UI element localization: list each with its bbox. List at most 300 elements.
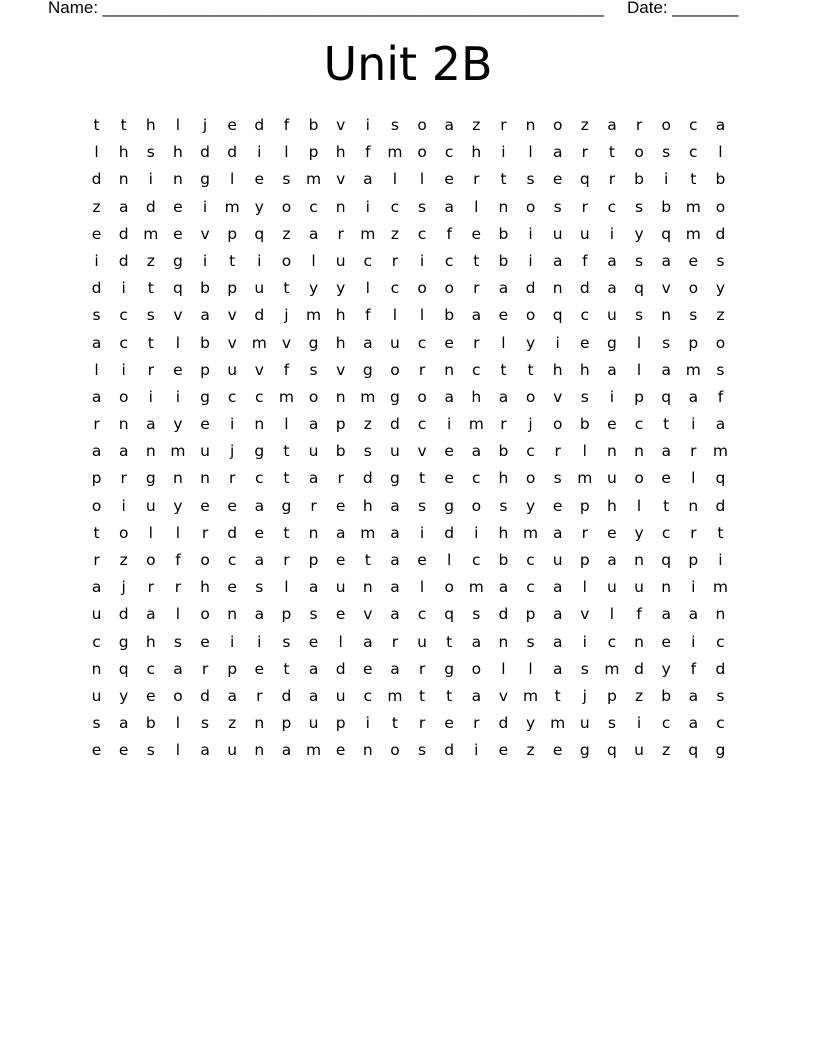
- grid-letter: s: [146, 741, 155, 760]
- grid-letter: r: [147, 578, 154, 597]
- grid-letter: z: [472, 116, 481, 134]
- grid-letter: e: [552, 170, 563, 189]
- grid-letter: i: [202, 251, 208, 270]
- grid-letter: h: [335, 333, 346, 352]
- grid-letter: s: [146, 143, 155, 162]
- grid-letter: u: [552, 551, 563, 569]
- grid-letter: c: [146, 659, 156, 678]
- grid-letter: s: [635, 251, 644, 270]
- grid-letter: l: [175, 741, 181, 760]
- grid-letter: l: [175, 116, 181, 134]
- grid-letter: n: [607, 442, 617, 461]
- grid-letter: q: [444, 605, 455, 624]
- grid-letter: p: [688, 333, 699, 352]
- grid-letter: m: [468, 415, 484, 434]
- grid-letter: h: [607, 496, 617, 515]
- grid-letter: u: [634, 741, 644, 760]
- grid-letter: s: [526, 170, 535, 189]
- grid-letter: d: [498, 714, 509, 733]
- grid-letter: h: [335, 306, 346, 325]
- grid-letter: n: [688, 496, 699, 515]
- grid-letter: s: [553, 197, 562, 216]
- grid-letter: a: [661, 605, 671, 624]
- grid-letter: v: [281, 333, 292, 352]
- grid-letter: o: [417, 279, 427, 298]
- grid-row: [83, 739, 734, 766]
- grid-letter: q: [688, 741, 699, 760]
- grid-letter: c: [92, 632, 101, 651]
- grid-letter: q: [118, 659, 129, 678]
- grid-letter: n: [444, 360, 455, 379]
- grid-letter: z: [92, 197, 101, 216]
- grid-letter: q: [661, 551, 672, 569]
- grid-letter: p: [525, 605, 536, 624]
- grid-row: [83, 685, 734, 712]
- grid-row: [83, 522, 734, 549]
- grid-letter: t: [283, 279, 290, 298]
- grid-letter: u: [227, 741, 238, 760]
- grid-letter: a: [335, 523, 346, 542]
- grid-row: [83, 304, 734, 331]
- grid-letter: v: [661, 279, 671, 298]
- grid-letter: d: [498, 605, 509, 624]
- grid-letter: u: [308, 714, 319, 733]
- grid-letter: p: [227, 659, 238, 678]
- grid-letter: r: [256, 686, 263, 705]
- grid-letter: m: [306, 306, 322, 325]
- grid-letter: h: [498, 523, 509, 542]
- grid-letter: o: [525, 306, 536, 325]
- grid-letter: m: [360, 387, 376, 406]
- grid-letter: n: [498, 632, 509, 651]
- grid-letter: i: [257, 251, 262, 270]
- grid-letter: a: [552, 523, 563, 542]
- grid-letter: o: [118, 523, 129, 542]
- grid-letter: p: [308, 551, 319, 569]
- grid-letter: a: [118, 442, 129, 461]
- grid-letter: s: [662, 333, 671, 352]
- grid-letter: l: [284, 415, 289, 434]
- grid-letter: z: [526, 741, 535, 760]
- grid-letter: h: [498, 469, 509, 488]
- grid-letter: n: [118, 170, 129, 189]
- grid-letter: a: [552, 632, 563, 651]
- grid-letter: i: [175, 387, 181, 406]
- grid-letter: l: [284, 578, 289, 597]
- grid-row: [83, 712, 734, 739]
- grid-letter: d: [715, 224, 726, 243]
- grid-letter: a: [471, 306, 482, 325]
- grid-letter: y: [525, 333, 536, 352]
- grid-row: [83, 440, 734, 467]
- grid-letter: a: [118, 714, 129, 733]
- grid-letter: r: [554, 442, 561, 461]
- grid-letter: o: [146, 551, 156, 569]
- grid-letter: c: [472, 360, 481, 379]
- grid-letter: t: [229, 251, 236, 270]
- grid-letter: a: [254, 551, 265, 569]
- grid-letter: e: [200, 415, 210, 434]
- grid-letter: s: [716, 251, 725, 270]
- grid-letter: l: [175, 605, 181, 624]
- name-field: Name: _____________________________________________________: [48, 0, 604, 17]
- grid-letter: l: [230, 170, 235, 189]
- grid-letter: q: [715, 469, 726, 488]
- grid-letter: d: [444, 523, 455, 542]
- grid-letter: l: [474, 197, 479, 216]
- grid-row: [83, 141, 734, 168]
- grid-letter: c: [363, 251, 373, 270]
- grid-letter: v: [227, 333, 237, 352]
- grid-row: [83, 603, 734, 630]
- grid-letter: i: [257, 143, 262, 162]
- grid-letter: b: [498, 442, 509, 461]
- grid-letter: y: [525, 496, 536, 515]
- grid-letter: v: [417, 442, 427, 461]
- grid-letter: e: [254, 659, 265, 678]
- grid-letter: e: [118, 741, 129, 760]
- grid-letter: m: [523, 686, 539, 705]
- grid-letter: a: [607, 251, 617, 270]
- grid-letter: a: [308, 659, 319, 678]
- grid-letter: o: [471, 496, 482, 515]
- grid-letter: e: [661, 469, 671, 488]
- grid-letter: o: [390, 360, 400, 379]
- grid-letter: j: [528, 415, 533, 434]
- grid-letter: y: [661, 659, 671, 678]
- grid-letter: d: [281, 686, 292, 705]
- grid-letter: a: [173, 659, 183, 678]
- grid-letter: a: [390, 659, 400, 678]
- grid-letter: e: [444, 714, 454, 733]
- grid-letter: r: [473, 333, 480, 352]
- grid-letter: e: [498, 741, 509, 760]
- grid-letter: s: [201, 714, 210, 733]
- grid-letter: s: [716, 360, 725, 379]
- grid-letter: q: [552, 306, 563, 325]
- grid-letter: l: [718, 143, 723, 162]
- grid-letter: e: [661, 632, 671, 651]
- grid-letter: g: [390, 469, 400, 488]
- grid-letter: b: [200, 279, 210, 298]
- grid-letter: y: [634, 224, 644, 243]
- grid-letter: u: [335, 578, 346, 597]
- grid-letter: a: [390, 496, 400, 515]
- grid-letter: a: [227, 686, 237, 705]
- grid-letter: s: [635, 306, 644, 325]
- grid-letter: i: [555, 333, 560, 352]
- grid-letter: o: [417, 116, 427, 134]
- grid-letter: l: [501, 659, 506, 678]
- grid-letter: s: [390, 116, 399, 134]
- grid-letter: t: [147, 279, 154, 298]
- grid-letter: y: [525, 714, 536, 733]
- grid-letter: d: [145, 197, 156, 216]
- grid-letter: s: [309, 605, 318, 624]
- grid-letter: n: [335, 387, 346, 406]
- grid-letter: e: [363, 659, 373, 678]
- grid-letter: n: [227, 605, 238, 624]
- grid-letter: r: [581, 523, 588, 542]
- grid-letter: o: [444, 578, 454, 597]
- grid-letter: y: [336, 279, 346, 298]
- grid-letter: i: [501, 143, 506, 162]
- grid-letter: h: [173, 143, 183, 162]
- grid-letter: b: [444, 306, 455, 325]
- grid-letter: f: [175, 551, 181, 569]
- grid-letter: r: [147, 360, 154, 379]
- grid-letter: l: [94, 143, 99, 162]
- grid-letter: d: [200, 686, 210, 705]
- grid-letter: u: [254, 279, 265, 298]
- grid-letter: a: [607, 279, 617, 298]
- grid-letter: b: [335, 442, 346, 461]
- grid-letter: n: [661, 306, 672, 325]
- grid-letter: i: [257, 632, 262, 651]
- grid-row: [83, 196, 734, 223]
- grid-letter: b: [634, 170, 644, 189]
- grid-letter: t: [608, 143, 615, 162]
- grid-letter: g: [118, 632, 129, 651]
- grid-letter: a: [91, 387, 102, 406]
- grid-letter: r: [690, 442, 697, 461]
- grid-letter: a: [498, 279, 509, 298]
- grid-letter: b: [200, 333, 210, 352]
- grid-letter: t: [391, 714, 398, 733]
- grid-letter: a: [661, 442, 671, 461]
- grid-letter: e: [200, 496, 210, 515]
- grid-letter: l: [148, 523, 153, 542]
- grid-letter: e: [444, 170, 454, 189]
- grid-letter: r: [473, 170, 480, 189]
- grid-letter: y: [173, 496, 183, 515]
- grid-letter: i: [365, 714, 370, 733]
- grid-letter: d: [118, 224, 129, 243]
- grid-letter: a: [146, 415, 156, 434]
- grid-letter: t: [419, 686, 426, 705]
- grid-letter: e: [552, 741, 563, 760]
- grid-letter: u: [200, 442, 210, 461]
- grid-letter: a: [688, 605, 699, 624]
- grid-letter: o: [281, 197, 292, 216]
- grid-letter: e: [444, 442, 454, 461]
- grid-letter: u: [335, 251, 346, 270]
- grid-letter: o: [173, 686, 183, 705]
- grid-letter: c: [444, 143, 454, 162]
- grid-letter: t: [690, 170, 697, 189]
- grid-letter: n: [200, 469, 210, 488]
- grid-letter: t: [283, 523, 290, 542]
- grid-letter: a: [390, 551, 400, 569]
- grid-letter: r: [201, 659, 209, 678]
- grid-letter: t: [663, 496, 670, 515]
- grid-letter: i: [664, 170, 669, 189]
- grid-letter: i: [474, 523, 479, 542]
- grid-letter: e: [308, 632, 319, 651]
- grid-letter: n: [362, 578, 373, 597]
- grid-letter: r: [391, 251, 399, 270]
- grid-letter: a: [552, 251, 563, 270]
- grid-letter: e: [607, 415, 617, 434]
- grid-letter: d: [390, 415, 400, 434]
- grid-letter: l: [501, 333, 506, 352]
- grid-letter: r: [120, 469, 127, 488]
- grid-letter: l: [447, 551, 452, 569]
- grid-letter: c: [227, 551, 237, 569]
- grid-letter: c: [689, 116, 698, 134]
- grid-letter: z: [363, 415, 372, 434]
- grid-letter: c: [417, 224, 427, 243]
- grid-letter: a: [552, 578, 563, 597]
- grid-letter: r: [391, 632, 399, 651]
- grid-letter: n: [634, 551, 644, 569]
- grid-letter: c: [119, 333, 128, 352]
- grid-letter: b: [579, 415, 590, 434]
- grid-letter: u: [607, 306, 617, 325]
- grid-letter: v: [498, 686, 509, 705]
- grid-letter: n: [173, 469, 183, 488]
- grid-letter: n: [173, 170, 183, 189]
- grid-letter: l: [528, 143, 533, 162]
- grid-letter: l: [392, 170, 398, 189]
- grid-letter: e: [607, 523, 617, 542]
- grid-letter: n: [335, 197, 346, 216]
- grid-letter: a: [308, 415, 319, 434]
- grid-letter: t: [93, 523, 100, 542]
- grid-letter: s: [255, 578, 264, 597]
- grid-letter: s: [607, 714, 616, 733]
- grid-letter: y: [308, 279, 319, 298]
- grid-letter: z: [282, 224, 291, 243]
- grid-letter: p: [579, 496, 590, 515]
- grid-letter: r: [418, 659, 426, 678]
- grid-letter: g: [607, 333, 617, 352]
- grid-letter: c: [526, 442, 535, 461]
- grid-letter: l: [636, 360, 642, 379]
- grid-letter: d: [227, 523, 238, 542]
- grid-letter: r: [93, 551, 100, 569]
- grid-letter: m: [360, 523, 376, 542]
- grid-letter: i: [447, 415, 452, 434]
- grid-letter: d: [335, 659, 346, 678]
- grid-row: [83, 386, 734, 413]
- grid-letter: n: [118, 415, 129, 434]
- grid-letter: i: [419, 523, 425, 542]
- grid-letter: u: [607, 469, 617, 488]
- grid-letter: o: [552, 415, 563, 434]
- grid-letter: b: [661, 197, 672, 216]
- grid-letter: l: [175, 333, 181, 352]
- grid-letter: o: [715, 197, 726, 216]
- grid-letter: l: [419, 170, 425, 189]
- grid-row: [83, 576, 734, 603]
- grid-letter: i: [582, 632, 587, 651]
- grid-letter: n: [715, 605, 726, 624]
- grid-letter: e: [417, 551, 427, 569]
- grid-letter: q: [579, 170, 590, 189]
- grid-letter: c: [119, 306, 128, 325]
- grid-letter: n: [498, 197, 509, 216]
- grid-letter: l: [392, 306, 398, 325]
- grid-letter: n: [254, 415, 265, 434]
- grid-letter: s: [282, 170, 291, 189]
- grid-letter: t: [283, 442, 290, 461]
- date-field: Date: _______: [627, 0, 739, 17]
- grid-letter: d: [118, 605, 129, 624]
- grid-letter: e: [688, 251, 699, 270]
- grid-letter: i: [202, 197, 208, 216]
- grid-letter: m: [604, 659, 620, 678]
- grid-letter: v: [580, 605, 590, 624]
- grid-letter: i: [528, 251, 533, 270]
- grid-row: [83, 413, 734, 440]
- grid-letter: i: [230, 632, 235, 651]
- grid-letter: p: [335, 714, 346, 733]
- grid-letter: p: [579, 551, 590, 569]
- grid-letter: p: [607, 686, 617, 705]
- grid-letter: v: [336, 360, 346, 379]
- grid-letter: l: [284, 143, 289, 162]
- grid-letter: n: [145, 442, 156, 461]
- grid-letter: a: [200, 306, 210, 325]
- grid-letter: l: [528, 659, 533, 678]
- grid-letter: i: [365, 197, 370, 216]
- grid-letter: m: [712, 442, 728, 461]
- grid-letter: d: [91, 279, 102, 298]
- grid-letter: o: [200, 605, 210, 624]
- grid-letter: h: [362, 496, 373, 515]
- grid-letter: m: [685, 360, 701, 379]
- grid-letter: y: [634, 523, 644, 542]
- word-search-grid: [83, 114, 734, 767]
- grid-letter: r: [283, 551, 290, 569]
- grid-letter: s: [146, 306, 155, 325]
- grid-letter: h: [471, 143, 482, 162]
- grid-letter: f: [283, 360, 290, 379]
- grid-letter: i: [94, 251, 99, 270]
- grid-letter: j: [284, 306, 289, 325]
- grid-letter: z: [228, 714, 237, 733]
- grid-letter: q: [173, 279, 183, 298]
- grid-letter: b: [498, 551, 509, 569]
- grid-letter: d: [254, 306, 265, 325]
- grid-letter: e: [173, 224, 183, 243]
- grid-letter: n: [525, 116, 536, 134]
- grid-row: [83, 549, 734, 576]
- grid-letter: g: [390, 387, 400, 406]
- grid-letter: r: [581, 197, 588, 216]
- grid-letter: t: [473, 251, 480, 270]
- grid-row: [83, 332, 734, 359]
- grid-letter: n: [254, 741, 265, 760]
- grid-letter: a: [688, 387, 699, 406]
- grid-letter: l: [636, 333, 642, 352]
- grid-letter: y: [254, 197, 264, 216]
- grid-row: [83, 467, 734, 494]
- grid-letter: p: [200, 360, 210, 379]
- grid-letter: r: [174, 578, 182, 597]
- grid-letter: o: [634, 143, 644, 162]
- grid-letter: f: [582, 251, 588, 270]
- grid-letter: a: [390, 605, 400, 624]
- grid-letter: m: [387, 686, 403, 705]
- grid-letter: l: [691, 469, 696, 488]
- grid-letter: p: [91, 469, 102, 488]
- grid-letter: m: [306, 170, 322, 189]
- grid-letter: m: [278, 387, 294, 406]
- grid-letter: a: [552, 143, 563, 162]
- grid-letter: f: [365, 143, 371, 162]
